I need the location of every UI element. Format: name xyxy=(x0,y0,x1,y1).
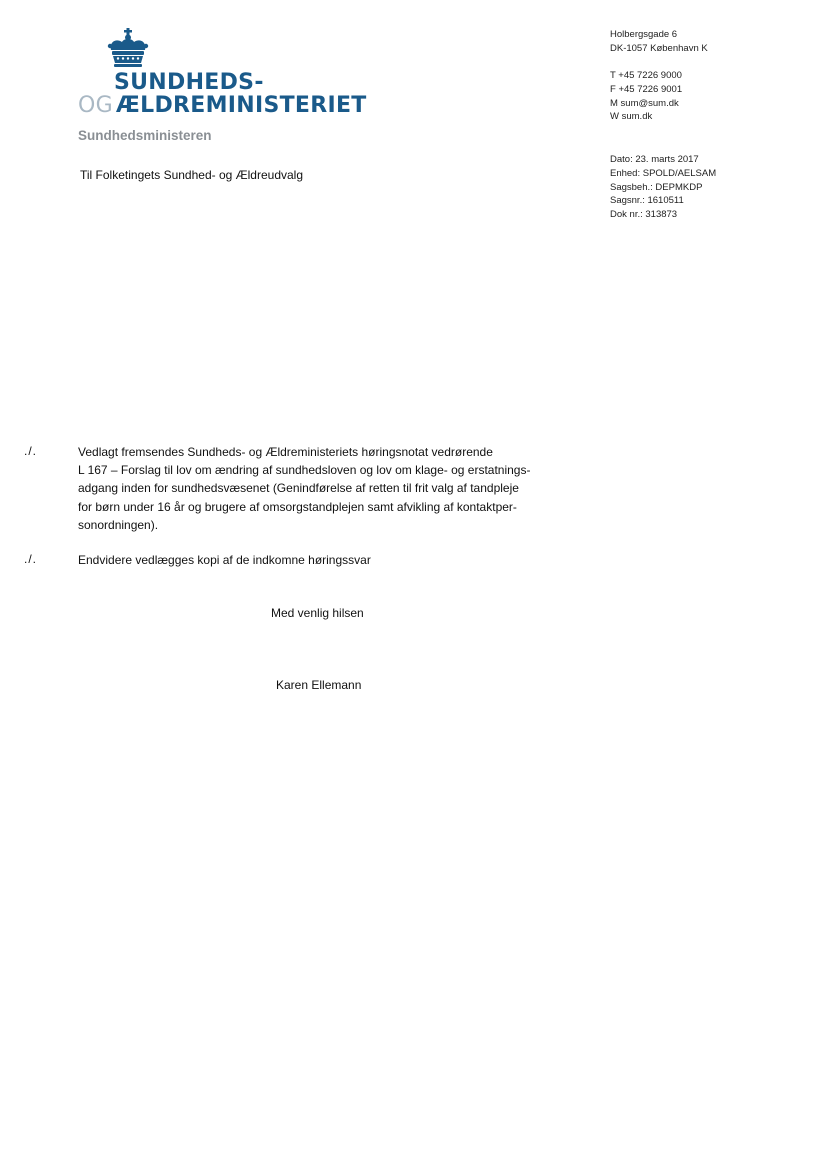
attachment-marker: ./. xyxy=(24,552,38,566)
meta-case-handler: Sagsbeh.: DEPMKDP xyxy=(610,181,703,193)
meta-case-no: Sagsnr.: 1610511 xyxy=(610,195,684,207)
body-line: adgang inden for sundhedsvæsenet (Genindførelse af retten til frit valg af tandpleje xyxy=(78,481,519,496)
meta-block xyxy=(610,153,716,222)
closing: Med venlig hilsen xyxy=(271,606,364,620)
logo-subtitle: Sundhedsministeren xyxy=(78,128,212,143)
contact-fax: F +45 7226 9001 xyxy=(610,83,683,95)
address-block xyxy=(610,28,708,56)
contact-block xyxy=(610,69,682,124)
body-line: sonordningen). xyxy=(78,517,159,532)
attachment-marker: ./. xyxy=(24,444,38,458)
meta-date: Dato: 23. marts 2017 xyxy=(610,154,699,165)
address-city: DK-1057 København K xyxy=(610,42,708,54)
body-line: for børn under 16 år og brugere af omsorgstandplejen samt afvikling af kontaktper- xyxy=(78,499,517,514)
signature: Karen Ellemann xyxy=(276,678,362,692)
body-paragraph-1 xyxy=(78,443,558,534)
meta-doc-no: Dok nr.: 313873 xyxy=(610,209,678,221)
logo-line-2 xyxy=(78,94,367,118)
address-street: Holbergsgade 6 xyxy=(610,29,678,40)
meta-unit: Enhed: SPOLD/AELSAM xyxy=(610,167,717,179)
crown-icon xyxy=(106,28,150,68)
recipient: Til Folketingets Sundhed- og Ældreudvalg xyxy=(80,168,304,182)
body-paragraph-2: Endvidere vedlægges kopi af de indkomne høringssvar xyxy=(78,553,371,567)
contact-mail: M sum@sum.dk xyxy=(610,97,679,109)
logo-main: ÆLDREMINISTERIET xyxy=(115,93,367,118)
body-line: Vedlagt fremsendes Sundheds- og Ældreministeriets høringsnotat vedrørende xyxy=(78,445,493,459)
contact-web: W sum.dk xyxy=(610,111,653,123)
body-line: L 167 – Forslag til lov om ændring af sundhedsloven og lov om klage- og erstatnings- xyxy=(78,463,531,478)
logo-prefix: OG xyxy=(78,93,113,118)
logo-line-1: SUNDHEDS- xyxy=(114,70,264,95)
contact-phone: T +45 7226 9000 xyxy=(610,70,682,81)
